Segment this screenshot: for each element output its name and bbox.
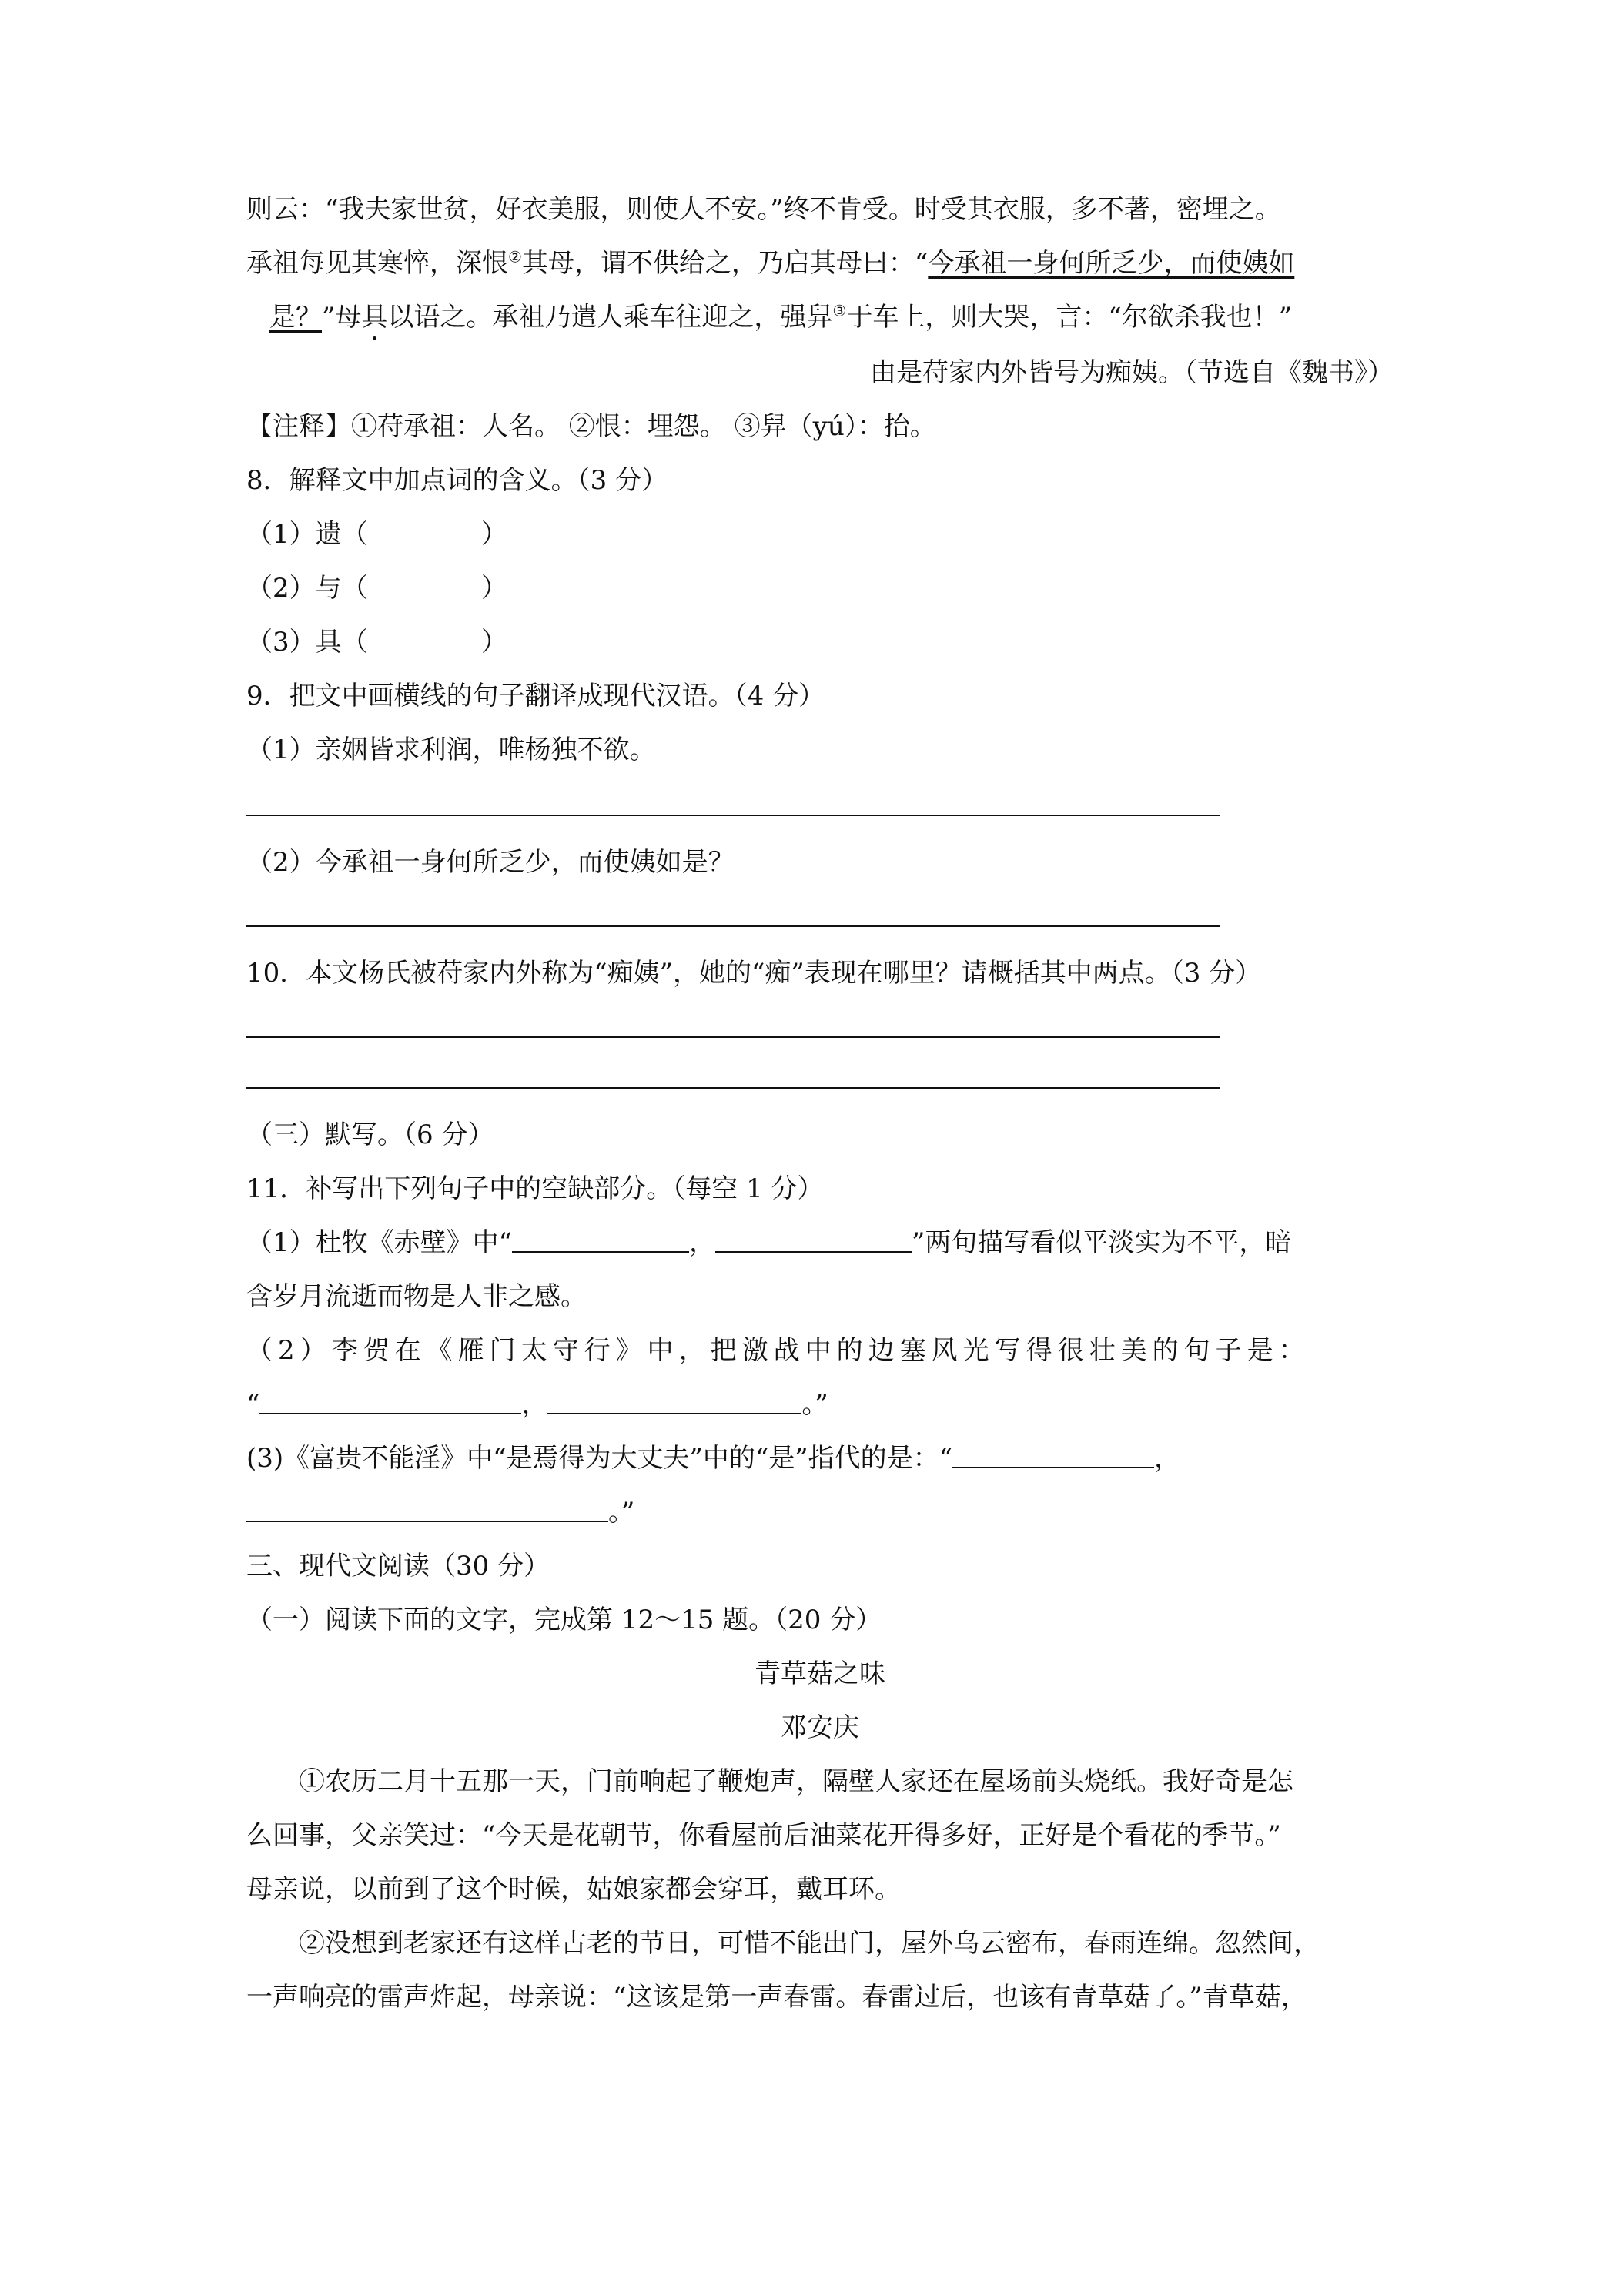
text: ”两句描写看似平淡实为不平，暗: [912, 1227, 1292, 1258]
text: “: [246, 1389, 260, 1420]
paren: ）: [481, 573, 507, 604]
paragraph-line: 么回事，父亲笑过：“今天是花朝节，你看屋前后油菜花开得多好，正好是个看花的季节。”: [246, 1820, 1281, 1851]
paren: ）: [481, 627, 507, 658]
question-8-item: [246, 571, 507, 605]
fill-blank[interactable]: [259, 1390, 521, 1414]
article-title: 青草菇之味: [755, 1658, 885, 1689]
question-8-item: [246, 517, 507, 551]
answer-line[interactable]: [246, 925, 1220, 927]
item-label: （3）具（: [246, 627, 368, 658]
text: 其母，谓不供给之，乃启其母曰：“: [521, 248, 929, 279]
question-9-sentence-1: （1）亲姻皆求利润，唯杨独不欲。: [246, 735, 656, 765]
reading-instruction: （一）阅读下面的文字，完成第 12～15 题。（20 分）: [246, 1605, 882, 1635]
fill-blank[interactable]: [547, 1390, 801, 1414]
text: （1）杜牧《赤壁》中“: [246, 1227, 513, 1258]
paragraph-line: 一声响亮的雷声炸起，母亲说：“这该是第一声春雷。春雷过后，也该有青草菇了。”青草菇，: [246, 1982, 1307, 2013]
question-11-title: 11．补写出下列句子中的空缺部分。（每空 1 分）: [246, 1173, 824, 1204]
item-label: （2）与（: [246, 573, 368, 604]
question-9-sentence-2: （2）今承祖一身何所乏少，而使姨如是？: [246, 847, 735, 878]
text: 。”: [608, 1497, 635, 1528]
text: 以语之。承祖乃遣人乘车往迎之，强舁: [387, 302, 833, 333]
question-8-title: 8．解释文中加点词的含义。（3 分）: [246, 465, 668, 496]
text: ，: [1154, 1443, 1181, 1474]
paragraph-line: ②没想到老家还有这样古老的节日，可惜不能出门，屋外乌云密布，春雨连绵。忽然间，: [299, 1928, 1320, 1959]
text: 承祖每见其寒悴，深恨: [246, 248, 508, 279]
paragraph-line: 母亲说，以前到了这个时候，姑娘家都会穿耳，戴耳环。: [246, 1874, 901, 1905]
underlined-sentence: 今承祖一身何所乏少，而使姨如: [928, 248, 1295, 279]
question-11-part-1-cont: 含岁月流逝而物是人非之感。: [246, 1281, 587, 1312]
fill-blank[interactable]: [512, 1228, 689, 1253]
paren: ）: [481, 519, 507, 550]
question-11-part-2: （2）李贺在《雁门太守行》中，把激战中的边塞风光写得很壮美的句子是：: [246, 1335, 1310, 1366]
text: ，: [689, 1227, 716, 1258]
text: ”母: [322, 302, 362, 333]
footnote-mark: ②: [508, 247, 522, 266]
fill-blank[interactable]: [715, 1228, 912, 1253]
question-8-item: [246, 625, 507, 659]
fill-blank[interactable]: [952, 1444, 1154, 1468]
question-11-part-2-blanks: [246, 1387, 828, 1421]
answer-line[interactable]: [246, 815, 1220, 816]
text: ，: [521, 1389, 548, 1420]
dotted-word: 具: [361, 302, 388, 333]
answer-line[interactable]: [246, 1036, 1220, 1038]
article-author: 邓安庆: [781, 1712, 859, 1743]
section-title: （三）默写。（6 分）: [246, 1120, 494, 1150]
question-11-part-3: [246, 1441, 1180, 1475]
answer-line[interactable]: [246, 1087, 1220, 1089]
question-11-part-1: [246, 1226, 1291, 1260]
item-label: （1）遗（: [246, 519, 368, 550]
text: 。”: [801, 1389, 828, 1420]
annotation: 【注释】①苻承祖：人名。 ②恨：埋怨。 ③舁（yú）：抬。: [246, 411, 936, 442]
text: (3)《富贵不能淫》中“是焉得为大丈夫”中的“是”指代的是：“: [246, 1443, 953, 1474]
text: 于车上，则大哭，言：“尔欲杀我也！”: [846, 302, 1293, 333]
footnote-mark: ③: [832, 301, 847, 320]
fill-blank[interactable]: [246, 1498, 608, 1522]
passage-line: 则云：“我夫家世贫，好衣美服，则使人不安。”终不肯受。时受其衣服，多不著，密埋之。: [246, 194, 1281, 225]
underlined-sentence: 是？: [269, 302, 322, 333]
part-title: 三、现代文阅读（30 分）: [246, 1551, 550, 1581]
question-9-title: 9．把文中画横线的句子翻译成现代汉语。（4 分）: [246, 681, 825, 711]
question-10-title: 10．本文杨氏被苻家内外称为“痴姨”，她的“痴”表现在哪里？请概括其中两点。（3 分）: [246, 958, 1262, 989]
source-line: 由是苻家内外皆号为痴姨。（节选自《魏书》）: [870, 357, 1394, 388]
question-11-part-3-cont: [246, 1495, 634, 1529]
paragraph-line: ①农历二月十五那一天，门前响起了鞭炮声，隔壁人家还在屋场前头烧纸。我好奇是怎: [299, 1766, 1293, 1797]
passage-line: [246, 246, 1294, 280]
passage-line: [269, 300, 1292, 334]
